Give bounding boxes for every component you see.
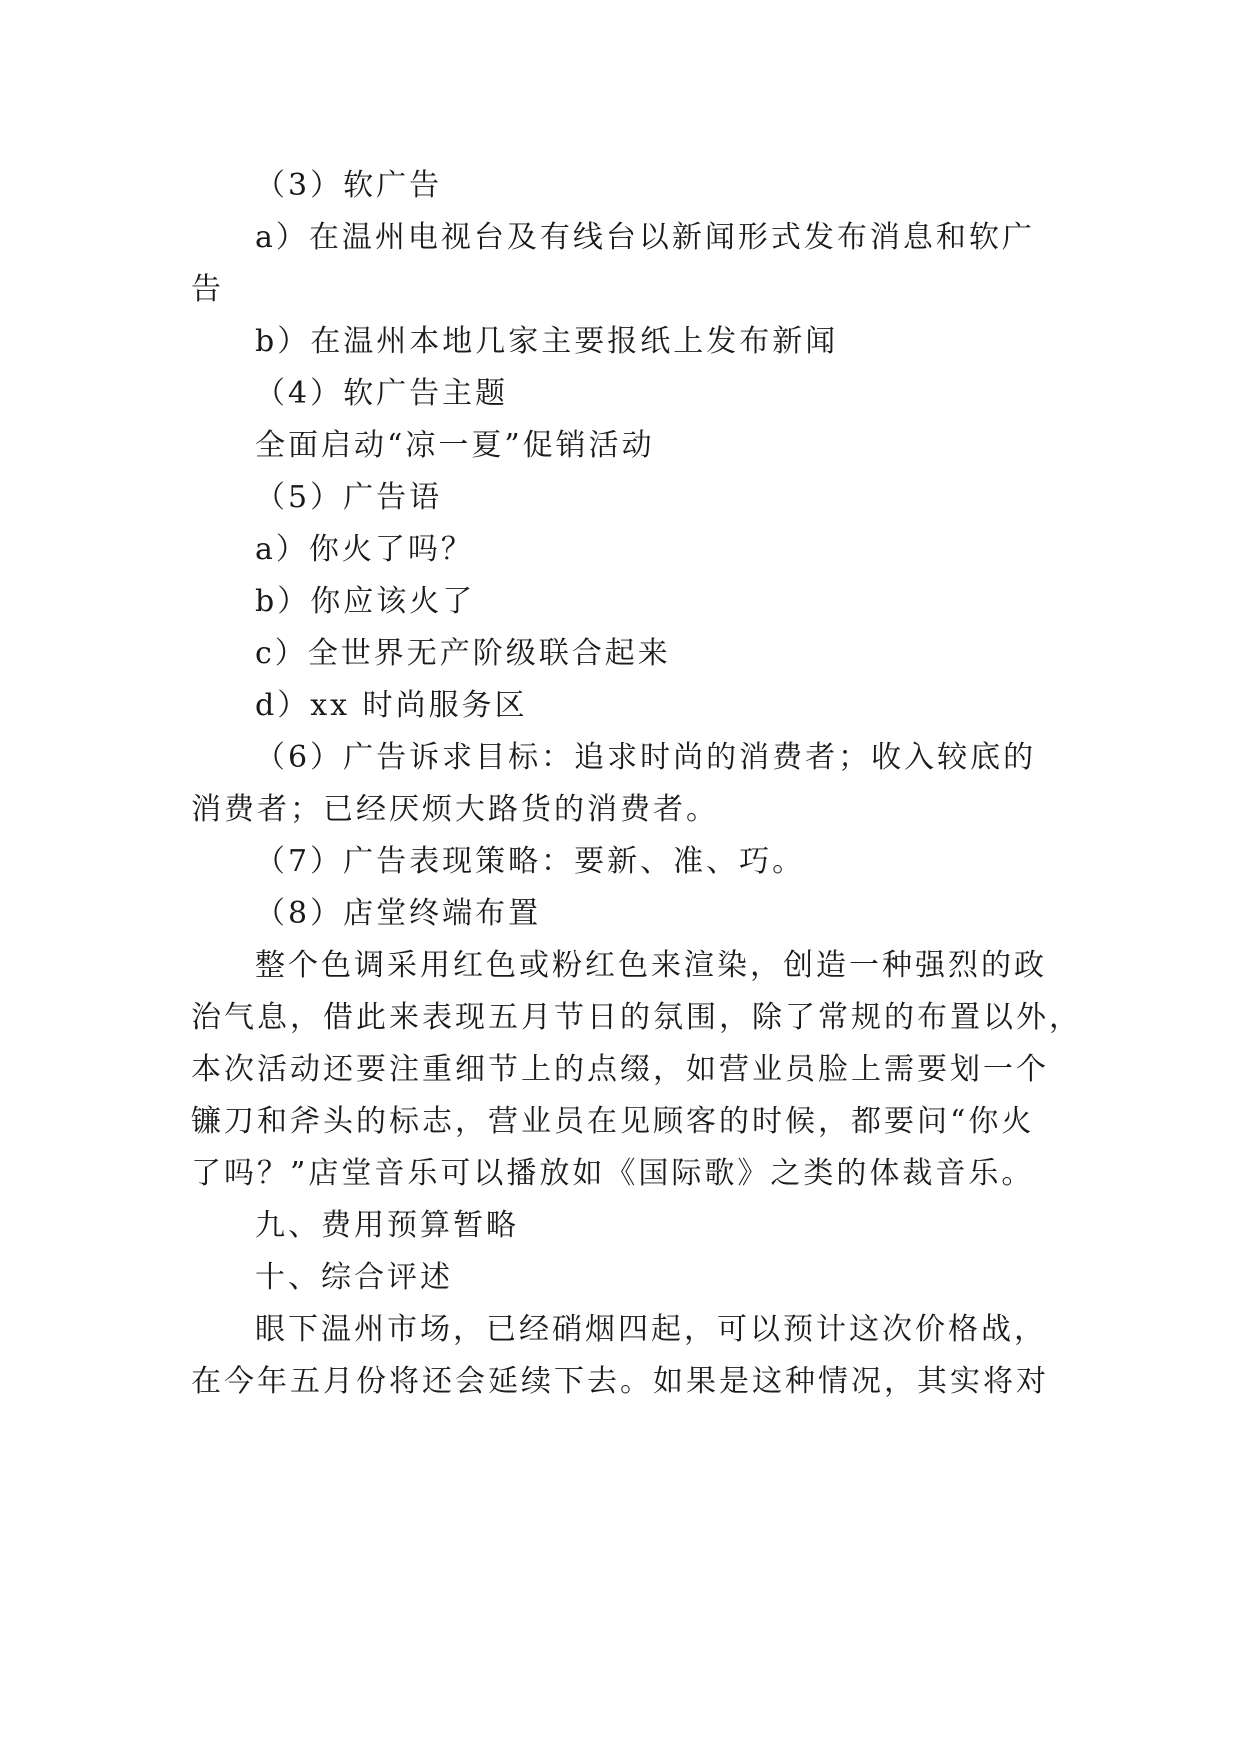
paragraph-line: 在今年五月份将还会延续下去。如果是这种情况，其实将对 — [191, 1364, 1049, 1399]
list-item: d）xx 时尚服务区 — [255, 688, 528, 723]
paragraph-line: （6）广告诉求目标：追求时尚的消费者；收入较底的 — [255, 740, 1037, 775]
paragraph-line: 消费者；已经厌烦大路货的消费者。 — [191, 792, 719, 827]
paragraph-line: b）在温州本地几家主要报纸上发布新闻 — [255, 324, 839, 359]
list-item: b）你应该火了 — [255, 584, 476, 619]
paragraph-line: 镰刀和斧头的标志，营业员在见顾客的时候，都要问“你火 — [191, 1104, 1035, 1139]
paragraph-line: a）在温州电视台及有线台以新闻形式发布消息和软广 — [255, 220, 1035, 255]
paragraph-line: 眼下温州市场，已经硝烟四起，可以预计这次价格战， — [255, 1312, 1047, 1347]
section-heading-summary: 十、综合评述 — [255, 1260, 453, 1295]
paragraph-line: 全面启动“凉一夏”促销活动 — [255, 428, 655, 463]
heading-slogan: （5）广告语 — [255, 480, 443, 515]
paragraph-line: 整个色调采用红色或粉红色来渲染，创造一种强烈的政 — [255, 948, 1047, 983]
paragraph-line: 治气息，借此来表现五月节日的氛围，除了常规的布置以外， — [191, 1000, 1082, 1035]
list-item: c）全世界无产阶级联合起来 — [255, 636, 671, 671]
section-heading-budget: 九、费用预算暂略 — [255, 1208, 519, 1243]
paragraph-line: 本次活动还要注重细节上的点缀，如营业员脸上需要划一个 — [191, 1052, 1049, 1087]
paragraph-line: 告 — [191, 272, 224, 307]
paragraph-line: （7）广告表现策略：要新、准、巧。 — [255, 844, 806, 879]
list-item: a）你火了吗？ — [255, 532, 474, 567]
heading-soft-ad: （3）软广告 — [255, 168, 443, 203]
heading-soft-ad-theme: （4）软广告主题 — [255, 376, 509, 411]
paragraph-line: 了吗？”店堂音乐可以播放如《国际歌》之类的体裁音乐。 — [191, 1156, 1035, 1191]
heading-store-layout: （8）店堂终端布置 — [255, 896, 542, 931]
